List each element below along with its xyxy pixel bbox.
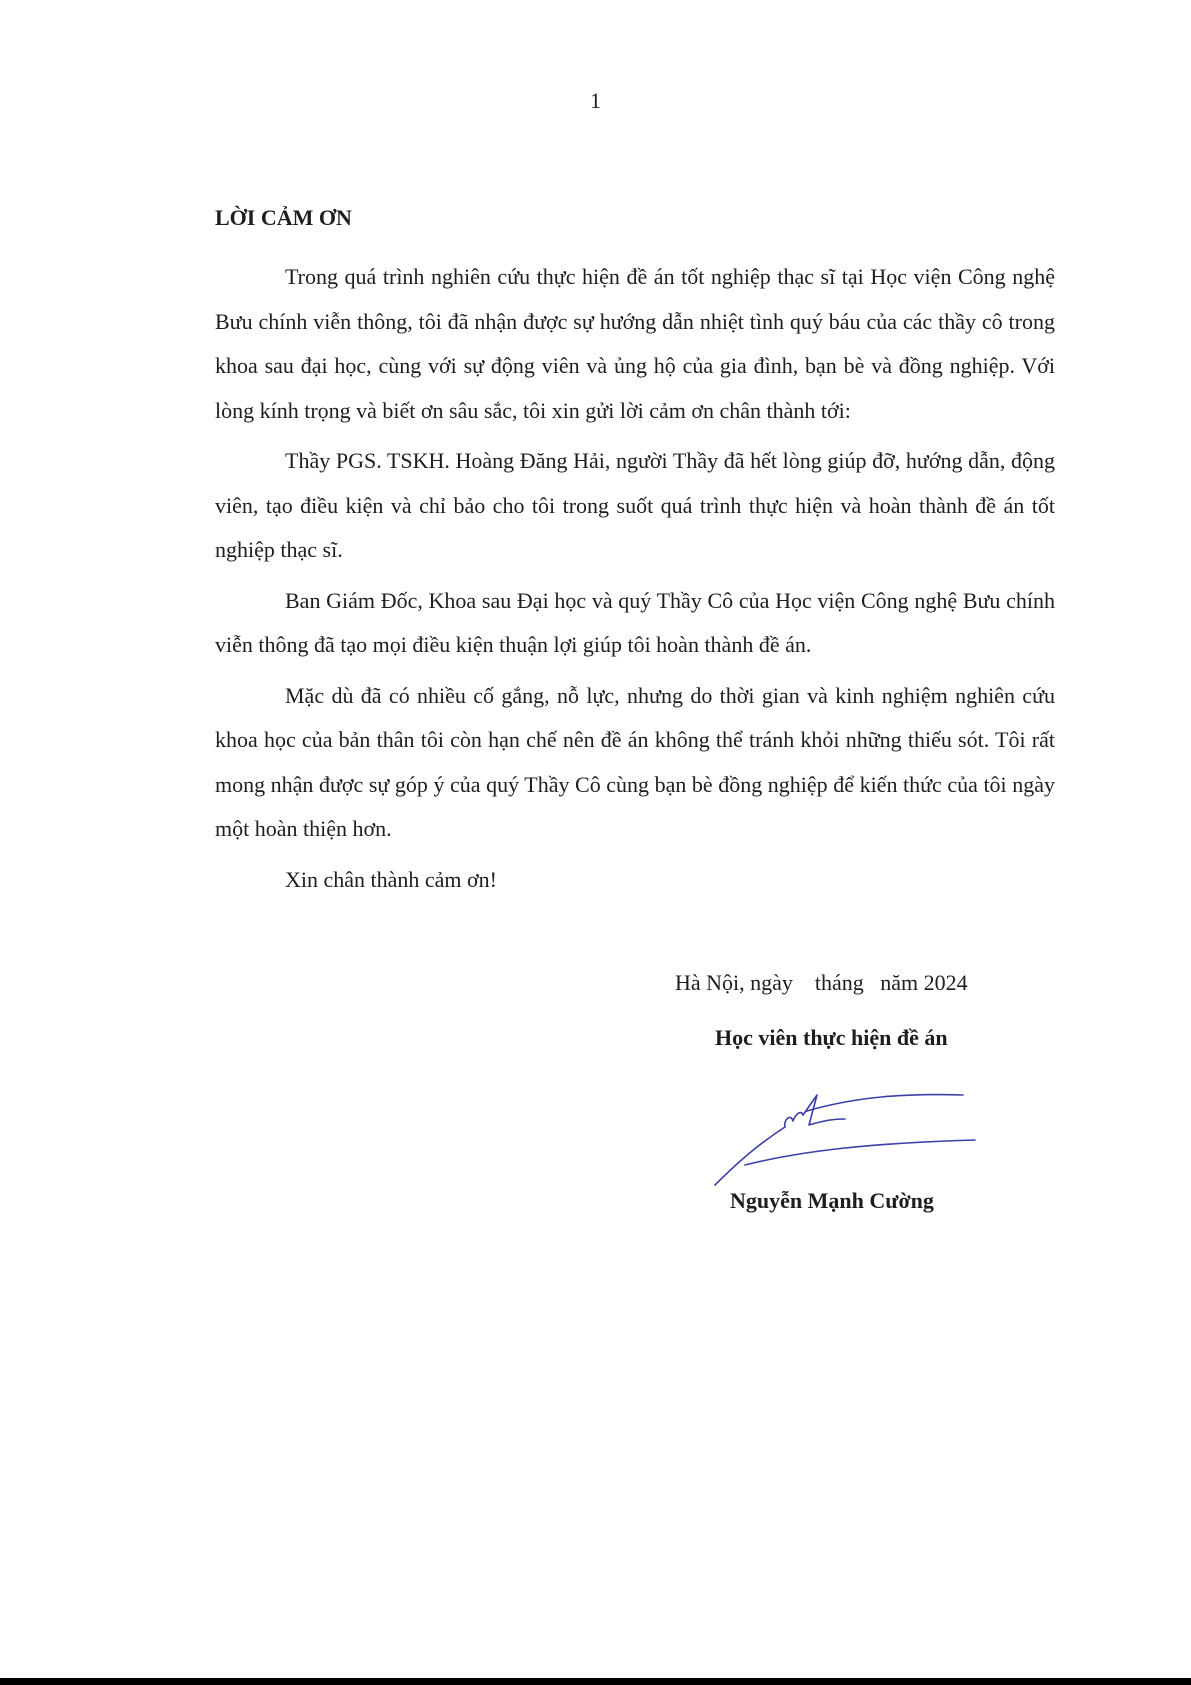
signer-name: Nguyễn Mạnh Cường — [730, 1188, 934, 1213]
signature-image — [705, 1085, 985, 1195]
bottom-border — [0, 1678, 1191, 1685]
body-text — [215, 255, 1055, 902]
paragraph: Mặc dù đã có nhiều cố gắng, nỗ lực, nhưng do thời gian và kinh nghiệm nghiên cứu khoa học của bản thân tôi còn hạn chế nên đề án không thể tránh khỏi những thiếu sót. Tôi rất mong nhận được sự góp ý của quý Thầy Cô cùng bạn bè đồng nghiệp để kiến thức của tôi ngày một hoàn thiện hơn. — [215, 682, 1055, 841]
page-title: LỜI CẢM ƠN — [215, 205, 352, 230]
paragraph: Thầy PGS. TSKH. Hoàng Đăng Hải, người Thầy đã hết lòng giúp đỡ, hướng dẫn, động viên, tạo điều kiện và chỉ bảo cho tôi trong suốt quá trình thực hiện và hoàn thành đề án tốt nghiệp thạc sĩ. — [215, 448, 1055, 562]
paragraph: Xin chân thành cảm ơn! — [285, 866, 498, 892]
date-line: Hà Nội, ngày tháng năm 2024 — [675, 970, 968, 995]
page-number: 1 — [590, 88, 601, 113]
paragraph: Trong quá trình nghiên cứu thực hiện đề án tốt nghiệp thạc sĩ tại Học viện Công nghệ Bưu chính viễn thông, tôi đã nhận được sự hướng dẫn nhiệt tình quý báu của các thầy cô trong khoa sau đại học, cùng với sự động viên và ủng hộ của gia đình, bạn bè và đồng nghiệp. Với lòng kính trọng và biết ơn sâu sắc, tôi xin gửi lời cảm ơn chân thành tới: — [215, 264, 1055, 423]
signer-role: Học viên thực hiện đề án — [715, 1025, 948, 1050]
paragraph: Ban Giám Đốc, Khoa sau Đại học và quý Thầy Cô của Học viện Công nghệ Bưu chính viễn thông đã tạo mọi điều kiện thuận lợi giúp tôi hoàn thành đề án. — [215, 587, 1055, 657]
